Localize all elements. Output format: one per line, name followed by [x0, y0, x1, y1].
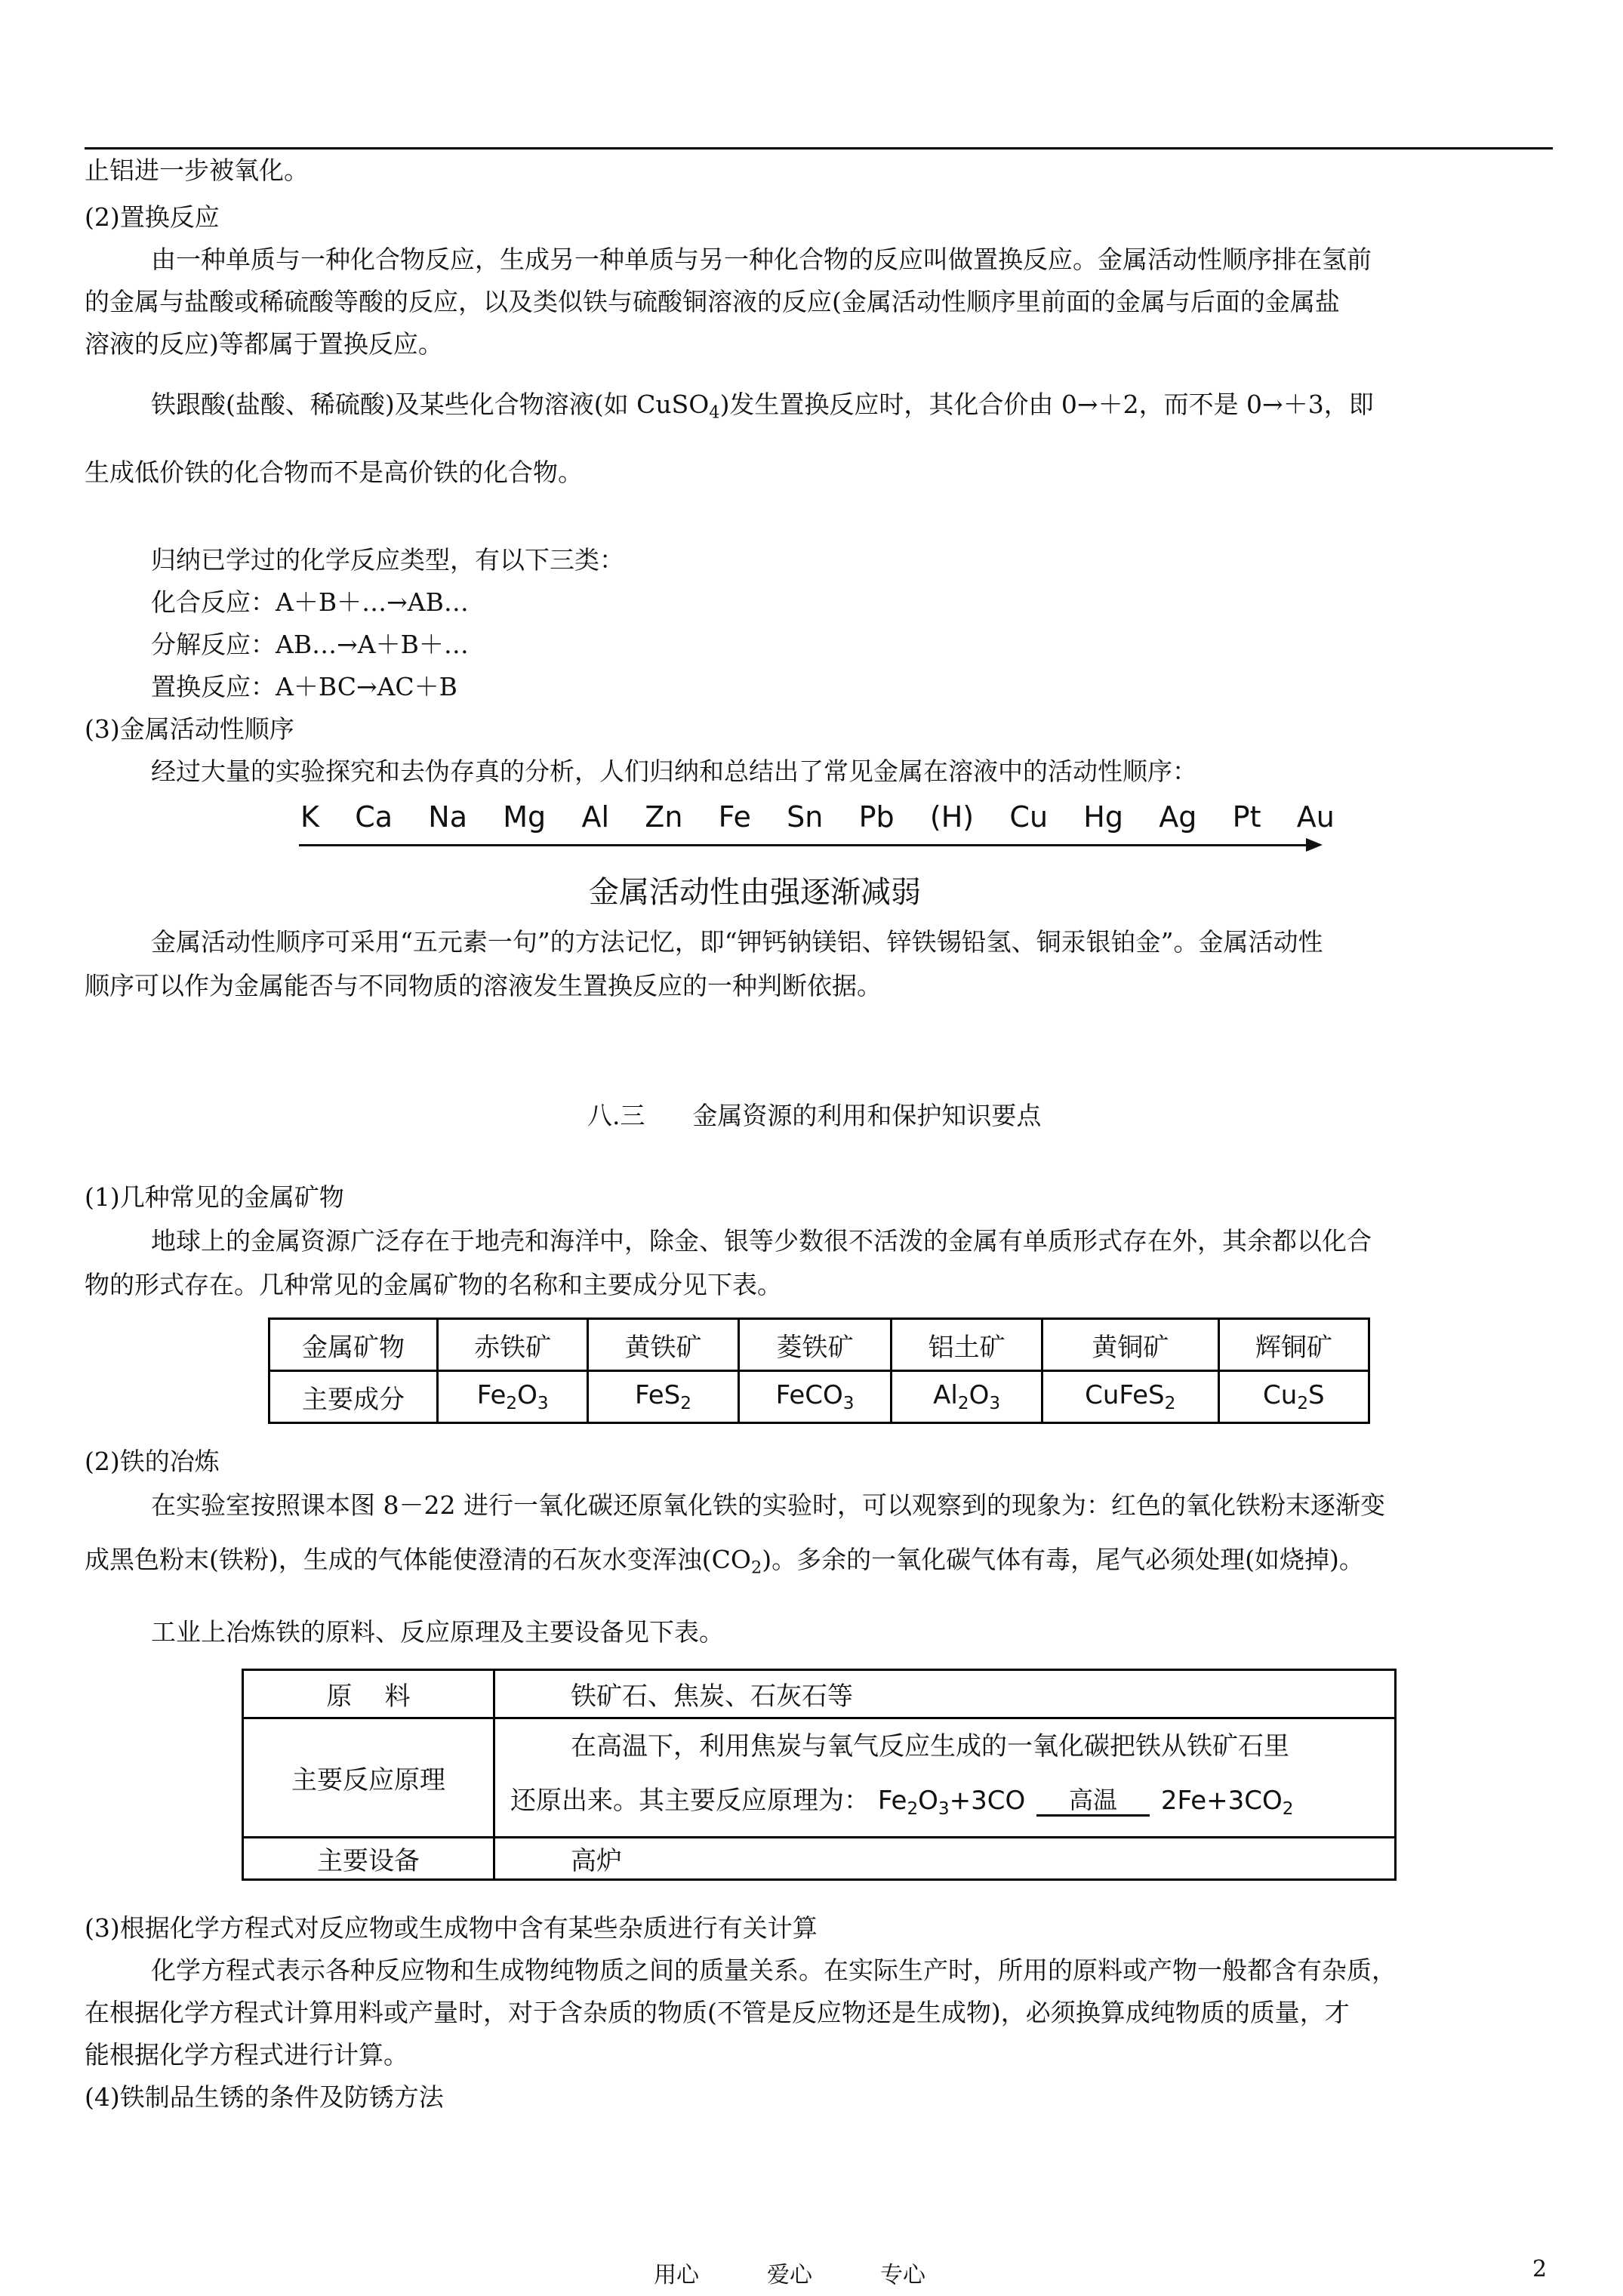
smelting-table: [242, 1669, 1397, 1881]
formula-cell: $Cu_2S$: [1218, 1371, 1369, 1423]
footer-motto-3: 专心: [880, 2262, 925, 2288]
table-cell: 黄铁矿: [588, 1319, 738, 1371]
text-line: 的金属与盐酸或稀硫酸等酸的反应，以及类似铁与硫酸铜溶液的反应(金属活动性顺序里前面的金属与后面的金属盐: [85, 287, 1340, 316]
text-line: 能根据化学方程式进行计算。: [85, 2040, 408, 2069]
metal-symbol: Pt: [1232, 800, 1261, 834]
metal-symbol: Al: [581, 800, 610, 834]
footer-motto-2: 爱心: [767, 2262, 812, 2288]
text-line: 止铝进一步被氧化。: [85, 156, 309, 185]
table-cell: 赤铁矿: [438, 1319, 588, 1371]
section-heading-1: (1)几种常见的金属矿物: [85, 1182, 344, 1212]
section-heading-3b: (3)根据化学方程式对反应物或生成物中含有某些杂质进行有关计算: [85, 1913, 818, 1943]
text-line: 归纳已学过的化学反应类型，有以下三类：: [151, 545, 624, 575]
table-row: [243, 1837, 1396, 1879]
text-line: 铁跟酸(盐酸、稀硫酸)及某些化合物溶液(如 CuSO$_4$)发生置换反应时，其化合价由 0→＋2，而不是 0→＋3，即: [151, 390, 1374, 423]
text-line: 物的形式存在。几种常见的金属矿物的名称和主要成分见下表。: [85, 1270, 782, 1299]
reaction-equation: $Fe_2O_3+3CO$ 高温 $2Fe+3CO_2$: [877, 1786, 1294, 1819]
metal-symbol: Na: [428, 800, 467, 834]
table-row: [243, 1670, 1396, 1718]
formula-cell: $Fe_2O_3$: [438, 1371, 588, 1423]
reaction-condition: 高温: [1036, 1787, 1150, 1817]
text-line: 工业上冶炼铁的原料、反应原理及主要设备见下表。: [151, 1617, 724, 1647]
table-cell: 辉铜矿: [1218, 1319, 1369, 1371]
activity-arrow-line: [299, 844, 1310, 846]
table-cell: 高炉: [494, 1837, 1396, 1879]
text-line: 生成低价铁的化合物而不是高价铁的化合物。: [85, 458, 583, 487]
table-cell: 在高温下，利用焦炭与氧气反应生成的一氧化碳把铁从铁矿石里 还原出来。其主要反应原理为： $Fe_2O_3+3CO$ 高温 $2Fe+3CO_2$: [494, 1718, 1396, 1838]
section-heading-3: (3)金属活动性顺序: [85, 714, 294, 744]
metal-symbol: Cu: [1009, 800, 1049, 834]
section-heading-2b: (2)铁的冶炼: [85, 1447, 220, 1476]
text-line: 金属活动性顺序可采用“五元素一句”的方法记忆，即“钾钙钠镁铝、锌铁锡铅氢、铜汞银铂金”。金属活动性: [151, 927, 1323, 957]
activity-series: [300, 800, 1335, 834]
reaction-type-decomposition: 分解反应：AB…→A＋B＋…: [151, 630, 469, 659]
chapter-heading: 八.三 金属资源的利用和保护知识要点: [587, 1101, 1042, 1130]
table-header-cell: 金属矿物: [269, 1319, 438, 1371]
page-number: 2: [1532, 2256, 1548, 2282]
table-cell: 黄铜矿: [1042, 1319, 1218, 1371]
minerals-table: [268, 1318, 1370, 1424]
metal-symbol: Au: [1296, 800, 1335, 834]
text-line: 在实验室按照课本图 8－22 进行一氧化碳还原氧化铁的实验时，可以观察到的现象为：红色的氧化铁粉末逐渐变: [151, 1490, 1385, 1520]
reaction-type-combination: 化合反应：A＋B＋…→AB…: [151, 587, 469, 617]
formula-cell: $Al_2O_3$: [892, 1371, 1042, 1423]
text-line: 成黑色粉末(铁粉)，生成的气体能使澄清的石灰水变浑浊$(CO_2)$。多余的一氧化碳气体有毒，尾气必须处理(如烧掉)。: [85, 1545, 1364, 1578]
formula-cell: FeS$_2$: [588, 1371, 738, 1423]
table-cell: 菱铁矿: [738, 1319, 892, 1371]
text-line: 地球上的金属资源广泛存在于地壳和海洋中，除金、银等少数很不活泼的金属有单质形式存在外，其余都以化合: [151, 1226, 1372, 1256]
reaction-type-displacement: 置换反应：A＋BC→AC＋B: [151, 672, 457, 701]
metal-symbol: Fe: [718, 800, 751, 834]
table-row: [269, 1371, 1369, 1423]
section-heading-2: (2)置换反应: [85, 202, 220, 232]
header-rule: [85, 147, 1553, 149]
text-line: 溶液的反应)等都属于置换反应。: [85, 329, 443, 359]
metal-symbol: Ca: [355, 800, 393, 834]
text-line: 顺序可以作为金属能否与不同物质的溶液发生置换反应的一种判断依据。: [85, 971, 882, 1000]
metal-symbol: Mg: [503, 800, 547, 834]
metal-symbol: Sn: [787, 800, 824, 834]
section-heading-4: (4)铁制品生锈的条件及防锈方法: [85, 2082, 444, 2112]
table-header-cell: 主要成分: [269, 1371, 438, 1423]
table-header-cell: 原 料: [243, 1670, 494, 1718]
text-line: 经过大量的实验探究和去伪存真的分析，人们归纳和总结出了常见金属在溶液中的活动性顺序：: [151, 757, 1197, 786]
table-row: [269, 1319, 1369, 1371]
text-line: 由一种单质与一种化合物反应，生成另一种单质与另一种化合物的反应叫做置换反应。金属活动性顺序排在氢前: [151, 245, 1372, 274]
formula-cell: FeCO$_3$: [738, 1371, 892, 1423]
metal-symbol: Zn: [645, 800, 683, 834]
table-cell: 铁矿石、焦炭、石灰石等: [494, 1670, 1396, 1718]
text-line: 在根据化学方程式计算用料或产量时，对于含杂质的物质(不管是反应物还是生成物)，必须换算成纯物质的质量，才: [85, 1998, 1350, 2027]
text-line: 化学方程式表示各种反应物和生成物纯物质之间的质量关系。在实际生产时，所用的原料或产物一般都含有杂质，: [151, 1955, 1397, 1985]
metal-symbol: (H): [929, 800, 975, 834]
activity-caption: 金属活动性由强逐渐减弱: [589, 875, 921, 910]
metal-symbol: Ag: [1159, 800, 1197, 834]
table-header-cell: 主要反应原理: [243, 1718, 494, 1838]
formula-cell: CuFeS$_2$: [1042, 1371, 1218, 1423]
metal-symbol: Hg: [1083, 800, 1123, 834]
footer-motto-1: 用心: [654, 2262, 699, 2288]
table-header-cell: 主要设备: [243, 1837, 494, 1879]
metal-symbol: K: [300, 800, 319, 834]
table-row: [243, 1718, 1396, 1838]
arrow-right-icon: [1306, 838, 1323, 852]
metal-symbol: Pb: [858, 800, 895, 834]
table-cell: 铝土矿: [892, 1319, 1042, 1371]
